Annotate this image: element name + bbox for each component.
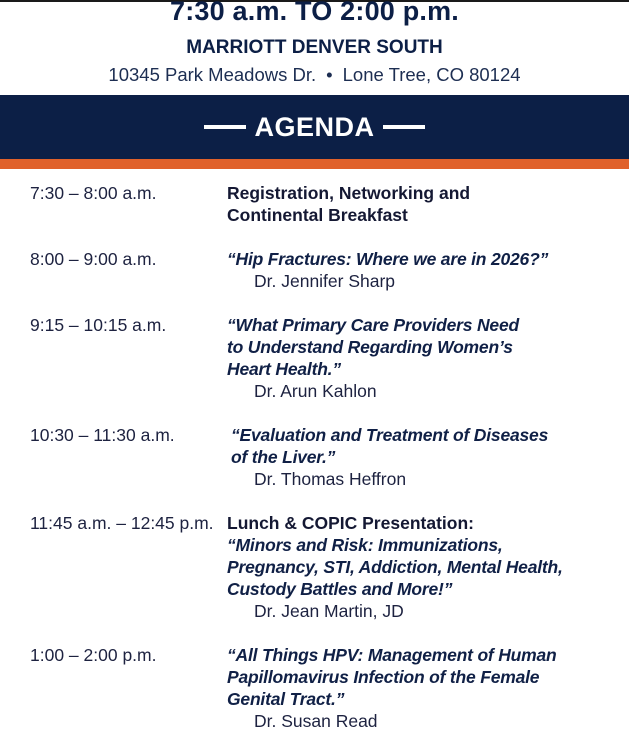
address-city: Lone Tree, CO 80124 [342, 64, 521, 85]
accent-bar [0, 159, 629, 169]
event-time: 7:30 a.m. TO 2:00 p.m. [169, 0, 460, 26]
address-separator: • [326, 64, 333, 85]
agenda-title [0, 111, 629, 143]
talk-title-line: “Minors and Risk: Immunizations, [227, 535, 503, 555]
item-time: 11:45 a.m. – 12:45 p.m. [30, 513, 214, 533]
item-content [231, 424, 626, 490]
item-heading-line: Continental Breakfast [227, 205, 408, 225]
talk-title-line: of the Liver.” [231, 447, 336, 467]
talk-title-line: Custody Battles and More!” [227, 579, 453, 599]
talk-title-line: Pregnancy, STI, Addiction, Mental Health, [227, 557, 563, 577]
venue-name: MARRIOTT DENVER SOUTH [186, 37, 443, 58]
talk-title-line: to Understand Regarding Women’s [227, 337, 513, 357]
speaker-name: Dr. Thomas Heffron [254, 469, 407, 489]
item-content [227, 644, 622, 732]
speaker-name: Dr. Jean Martin, JD [254, 601, 404, 621]
speaker-name: Dr. Susan Read [254, 711, 378, 731]
title-dash-left [204, 125, 246, 129]
address-street: 10345 Park Meadows Dr. [108, 64, 317, 85]
title-dash-right [383, 125, 425, 129]
item-content [227, 314, 622, 402]
agenda-title-text: AGENDA [254, 112, 375, 142]
talk-title-line: Heart Health.” [227, 359, 341, 379]
talk-title-line: “What Primary Care Providers Need [227, 315, 519, 335]
item-time: 7:30 – 8:00 a.m. [30, 183, 157, 203]
item-content [227, 512, 622, 622]
venue-address [0, 64, 629, 86]
speaker-name: Dr. Arun Kahlon [254, 381, 377, 401]
item-content [227, 248, 622, 292]
talk-title-line: “All Things HPV: Management of Human [227, 645, 557, 665]
talk-title-line: “Hip Fractures: Where we are in 2026?” [227, 249, 549, 269]
item-time: 8:00 – 9:00 a.m. [30, 249, 157, 269]
item-heading-line: Registration, Networking and [227, 183, 471, 203]
item-heading: Lunch & COPIC Presentation: [227, 513, 474, 533]
item-time: 9:15 – 10:15 a.m. [30, 315, 167, 335]
talk-title-line: Papillomavirus Infection of the Female [227, 667, 540, 687]
speaker-name: Dr. Jennifer Sharp [254, 271, 396, 291]
item-time: 10:30 – 11:30 a.m. [30, 425, 175, 445]
item-time: 1:00 – 2:00 p.m. [30, 645, 157, 665]
talk-title-line: “Evaluation and Treatment of Diseases [231, 425, 549, 445]
item-content [227, 182, 622, 226]
talk-title-line: Genital Tract.” [227, 689, 345, 709]
